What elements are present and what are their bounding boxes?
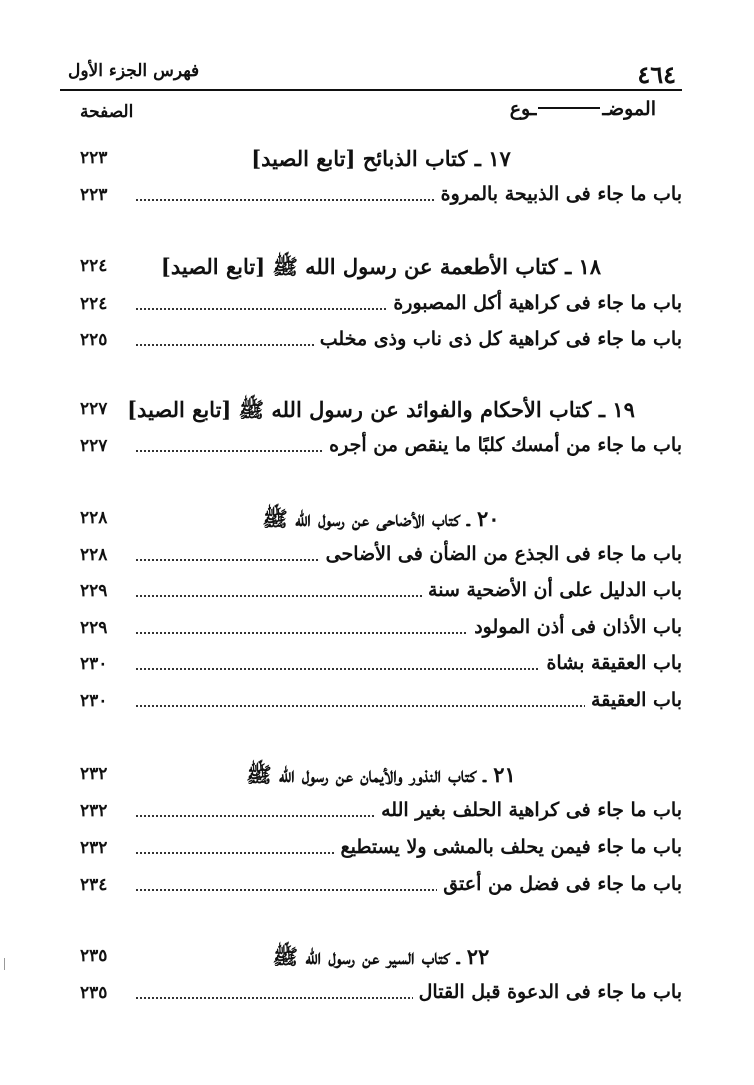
page-ref: ٢٢٧ — [80, 436, 108, 456]
chapter-title: ١٧ ـ كتاب الذبائح [تابع الصيد] — [251, 146, 511, 171]
toc-entry — [80, 652, 682, 682]
tatweel-line — [538, 107, 600, 109]
chapter-heading — [80, 254, 682, 284]
page-ref: ٢٢٩ — [80, 618, 108, 638]
page-ref: ٢٣٤ — [80, 875, 108, 895]
page-ref: ٢٢٧ — [80, 399, 108, 419]
entry-title: باب ما جاء من أمسك كلبًا ما ينقص من أجره — [323, 434, 682, 456]
entry-title: باب ما جاء فى الجذع من الضأن فى الأضاحى — [320, 543, 682, 565]
chapter-heading — [80, 944, 682, 974]
entry-title: باب ما جاء فيمن يحلف بالمشى ولا يستطيع — [334, 836, 682, 858]
toc-entry — [80, 434, 682, 464]
page-ref: ٢٣٥ — [80, 946, 108, 966]
toc-entry — [80, 799, 682, 829]
chapter-title: ٢٢ ـ كتاب السير عن رسول الله ﷺ — [272, 944, 490, 969]
page-ref: ٢٢٣ — [80, 148, 108, 168]
entry-title: باب ما جاء فى الذبيحة بالمروة — [435, 183, 682, 205]
toc-entry — [80, 689, 682, 719]
toc-entry — [80, 981, 682, 1011]
header-rule — [60, 89, 682, 91]
page-ref: ٢٣٠ — [80, 654, 108, 674]
page-ref: ٢٢٣ — [80, 185, 108, 205]
page-ref: ٢٢٤ — [80, 294, 108, 314]
toc-entry — [80, 183, 682, 213]
chapter-title: ٢٠ ـ كتاب الأضاحى عن رسول الله ﷺ — [262, 506, 500, 531]
toc-entry — [80, 616, 682, 646]
scan-edge-mark — [4, 958, 5, 970]
entry-title: باب ما جاء فى كراهية الحلف بغير الله — [375, 799, 682, 821]
toc-entry — [80, 328, 682, 358]
toc-entry — [80, 579, 682, 609]
toc-entry — [80, 292, 682, 322]
column-header-topic — [510, 98, 656, 120]
page-ref: ٢٢٩ — [80, 581, 108, 601]
chapter-title: ١٩ ـ كتاب الأحكام والفوائد عن رسول الله ﷺ [تابع الصيد] — [127, 397, 635, 422]
page-ref: ٢٣٠ — [80, 691, 108, 711]
page-ref: ٢٢٨ — [80, 508, 108, 528]
page-ref: ٢٢٨ — [80, 545, 108, 565]
page-ref: ٢٣٢ — [80, 801, 108, 821]
chapter-title: ٢١ ـ كتاب النذور والأيمان عن رسول الله ﷺ — [246, 762, 516, 787]
entry-title: باب العقيقة بشاة — [540, 652, 682, 674]
page-ref: ٢٣٢ — [80, 764, 108, 784]
chapter-heading — [80, 397, 682, 427]
page-ref: ٢٢٥ — [80, 330, 108, 350]
chapter-title: ١٨ ـ كتاب الأطعمة عن رسول الله ﷺ [تابع الصيد] — [160, 254, 602, 279]
chapter-heading — [80, 762, 682, 792]
page-number: ٤٦٤ — [637, 60, 676, 89]
column-header-topic-end: ـوع — [509, 98, 537, 120]
entry-title: باب ما جاء فى كراهية كل ذى ناب وذى مخلب — [314, 328, 682, 350]
page-ref: ٢٢٤ — [80, 256, 108, 276]
entry-title: باب الأذان فى أذن المولود — [468, 616, 682, 638]
toc-entry — [80, 836, 682, 866]
entry-title: باب ما جاء فى كراهية أكل المصبورة — [387, 292, 682, 314]
toc-entry — [80, 873, 682, 903]
entry-title: باب ما جاء فى فضل من أعتق — [437, 873, 682, 895]
page-ref: ٢٣٢ — [80, 838, 108, 858]
entry-title: باب ما جاء فى الدعوة قبل القتال — [413, 981, 682, 1003]
page-ref: ٢٣٥ — [80, 983, 108, 1003]
entry-title: باب الدليل على أن الأضحية سنة — [422, 579, 682, 601]
chapter-heading — [80, 146, 682, 176]
entry-title: باب العقيقة — [585, 689, 682, 711]
running-title: فهرس الجزء الأول — [68, 61, 200, 81]
column-header-topic-start: الموضـ — [602, 98, 656, 120]
toc-entry — [80, 543, 682, 573]
column-header-page: الصفحة — [80, 102, 134, 122]
chapter-heading — [80, 506, 682, 536]
